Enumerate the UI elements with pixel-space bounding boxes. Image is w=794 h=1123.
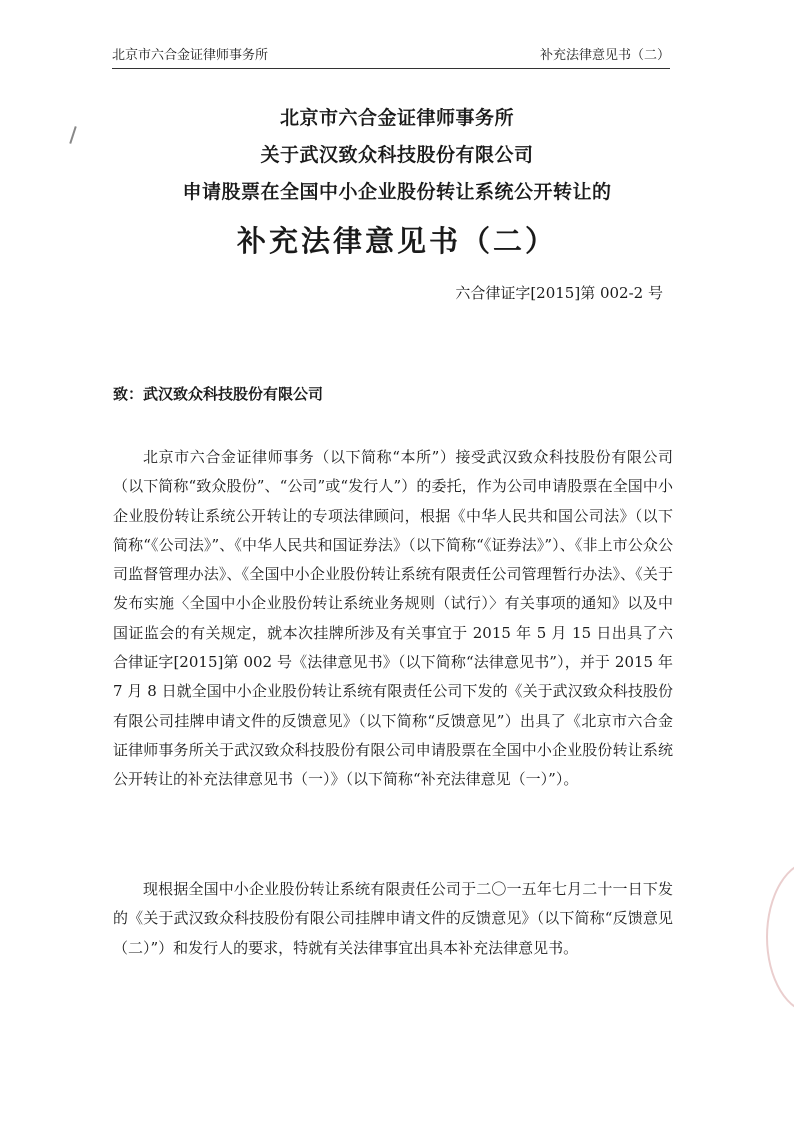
title-line-1: 北京市六合金证律师事务所	[279, 107, 514, 129]
page-header	[112, 46, 670, 69]
document-title: 补充法律意见书（二）	[236, 224, 557, 258]
title-line-2: 关于武汉致众科技股份有限公司	[260, 144, 534, 166]
body-paragraph-1: 北京市六合金证律师事务（以下简称“本所”）接受武汉致众科技股份有限公司（以下简称“致众股份”、“公司”或“发行人”）的委托，作为公司申请股票在全国中小企业股份转让系统公开转让的专项法律顾问，根据《中华人民共和国公司法》（以下简称“《公司法》”、《中华人民共和国证券法》（以下简称“《证券法》”）、《非上市公众公司监督管理办法》、《全国中小企业股份转让系统有限责任公司管理暂行办法》、《关于发布实施〈全国中小企业股份转让系统业务规则（试行）〉有关事项的通知》以及中国证监会的有关规定，就本次挂牌所涉及有关事宜于 2015 年 5 月 15 日出具了六合律证字[2015]第 002 号《法律意见书》（以下简称“法律意见书”），并于 2015 年 7 月 8 日就全国中小企业股份转让系统有限责任公司下发的《关于武汉致众科技股份有限公司挂牌申请文件的反馈意见》（以下简称“反馈意见”）出具了《北京市六合金证律师事务所关于武汉致众科技股份有限公司申请股票在全国中小企业股份转让系统公开转让的补充法律意见书（一）》（以下简称“补充法律意见（一）”）。	[113, 448, 673, 789]
seal-stamp-edge	[766, 860, 794, 1014]
title-line-3: 申请股票在全国中小企业股份转让系统公开转让的	[182, 181, 612, 203]
document-number: 六合律证字[2015]第 002-2 号	[455, 284, 663, 302]
addressee: 致：武汉致众科技股份有限公司	[113, 385, 324, 403]
header-firm-name: 北京市六合金证律师事务所	[112, 48, 269, 63]
header-doc-title: 补充法律意见书（二）	[539, 48, 670, 63]
body-paragraph-2: 现根据全国中小企业股份转让系统有限责任公司于二〇一五年七月二十一日下发的《关于武汉致众科技股份有限公司挂牌申请文件的反馈意见》（以下简称“反馈意见（二）”）和发行人的要求，特就有关法律事宜出具本补充法律意见书。	[113, 880, 673, 957]
